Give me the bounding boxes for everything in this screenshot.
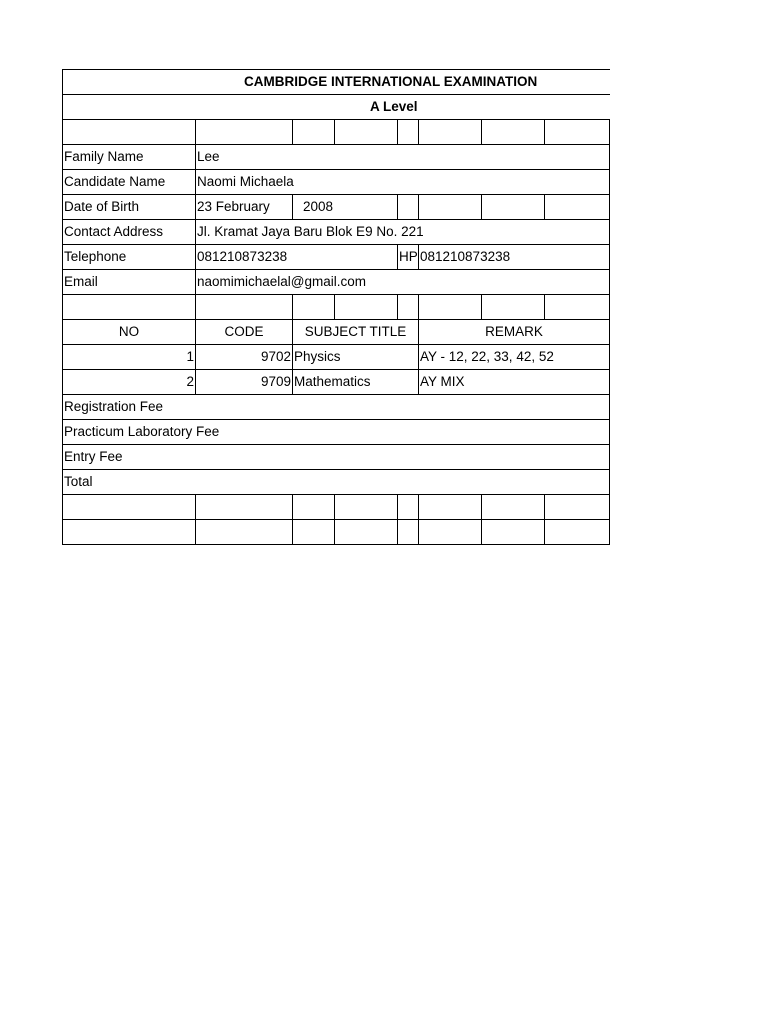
cell[interactable] <box>335 295 398 320</box>
cell[interactable] <box>482 520 545 545</box>
cell[interactable] <box>398 120 419 145</box>
cell[interactable] <box>419 120 482 145</box>
entry-fee-label: Entry Fee <box>63 445 610 470</box>
level-row <box>63 95 610 120</box>
subject-remark[interactable]: AY MIX <box>419 370 610 395</box>
candidate-name-value[interactable]: Naomi Michaela <box>196 170 610 195</box>
cell[interactable] <box>196 120 293 145</box>
cell[interactable] <box>293 120 335 145</box>
cell[interactable] <box>293 295 335 320</box>
entry-fee-row <box>63 445 610 470</box>
telephone-row <box>63 245 610 270</box>
subject-no[interactable]: 1 <box>63 345 196 370</box>
hp-label: HP <box>398 245 419 270</box>
empty-row <box>63 495 610 520</box>
cell[interactable] <box>545 295 610 320</box>
header-no: NO <box>63 320 196 345</box>
cell[interactable] <box>335 520 398 545</box>
registration-fee-row <box>63 395 610 420</box>
total-row <box>63 470 610 495</box>
empty-row <box>63 295 610 320</box>
cell[interactable] <box>482 295 545 320</box>
cell[interactable] <box>398 495 419 520</box>
practicum-fee-label: Practicum Laboratory Fee <box>63 420 610 445</box>
empty-row <box>63 120 610 145</box>
subject-title[interactable]: Physics <box>293 345 419 370</box>
cell[interactable] <box>335 120 398 145</box>
registration-fee-label: Registration Fee <box>63 395 610 420</box>
cell[interactable] <box>196 495 293 520</box>
title-row <box>63 70 610 95</box>
dob-day-month[interactable]: 23 February <box>196 195 293 220</box>
subject-no[interactable]: 2 <box>63 370 196 395</box>
family-name-row <box>63 145 610 170</box>
subject-row <box>63 345 610 370</box>
cell[interactable] <box>482 495 545 520</box>
cell[interactable] <box>419 195 482 220</box>
cell[interactable] <box>63 520 196 545</box>
cell[interactable] <box>545 520 610 545</box>
cell[interactable] <box>545 495 610 520</box>
subjects-header-row <box>63 320 610 345</box>
cell[interactable] <box>419 520 482 545</box>
telephone-label: Telephone <box>63 245 196 270</box>
header-remark: REMARK <box>419 320 610 345</box>
practicum-fee-row <box>63 420 610 445</box>
address-label: Contact Address <box>63 220 196 245</box>
exam-title: CAMBRIDGE INTERNATIONAL EXAMINATION <box>63 70 610 95</box>
cell[interactable] <box>482 120 545 145</box>
registration-sheet <box>62 69 610 545</box>
family-name-value[interactable]: Lee <box>196 145 610 170</box>
candidate-name-label: Candidate Name <box>63 170 196 195</box>
cell[interactable] <box>419 495 482 520</box>
exam-level: A Level <box>63 95 610 120</box>
subject-title[interactable]: Mathematics <box>293 370 419 395</box>
cell[interactable] <box>482 195 545 220</box>
cell[interactable] <box>196 295 293 320</box>
email-value[interactable]: naomimichaelal@gmail.com <box>196 270 610 295</box>
dob-row <box>63 195 610 220</box>
subject-code[interactable]: 9709 <box>196 370 293 395</box>
family-name-label: Family Name <box>63 145 196 170</box>
cell[interactable] <box>398 520 419 545</box>
total-label: Total <box>63 470 610 495</box>
address-value[interactable]: Jl. Kramat Jaya Baru Blok E9 No. 221 <box>196 220 610 245</box>
telephone-value[interactable]: 081210873238 <box>196 245 398 270</box>
subject-row <box>63 370 610 395</box>
subject-remark[interactable]: AY - 12, 22, 33, 42, 52 <box>419 345 610 370</box>
dob-year[interactable]: 2008 <box>293 195 398 220</box>
cell[interactable] <box>293 520 335 545</box>
empty-row <box>63 520 610 545</box>
email-row <box>63 270 610 295</box>
hp-value[interactable]: 081210873238 <box>419 245 610 270</box>
cell[interactable] <box>419 295 482 320</box>
cell[interactable] <box>63 495 196 520</box>
cell[interactable] <box>335 495 398 520</box>
cell[interactable] <box>63 120 196 145</box>
cell[interactable] <box>398 195 419 220</box>
cell[interactable] <box>545 195 610 220</box>
cell[interactable] <box>63 295 196 320</box>
cell[interactable] <box>545 120 610 145</box>
header-code: CODE <box>196 320 293 345</box>
address-row <box>63 220 610 245</box>
cell[interactable] <box>398 295 419 320</box>
cell[interactable] <box>293 495 335 520</box>
cell[interactable] <box>196 520 293 545</box>
dob-label: Date of Birth <box>63 195 196 220</box>
candidate-name-row <box>63 170 610 195</box>
subject-code[interactable]: 9702 <box>196 345 293 370</box>
email-label: Email <box>63 270 196 295</box>
header-subject-title: SUBJECT TITLE <box>293 320 419 345</box>
